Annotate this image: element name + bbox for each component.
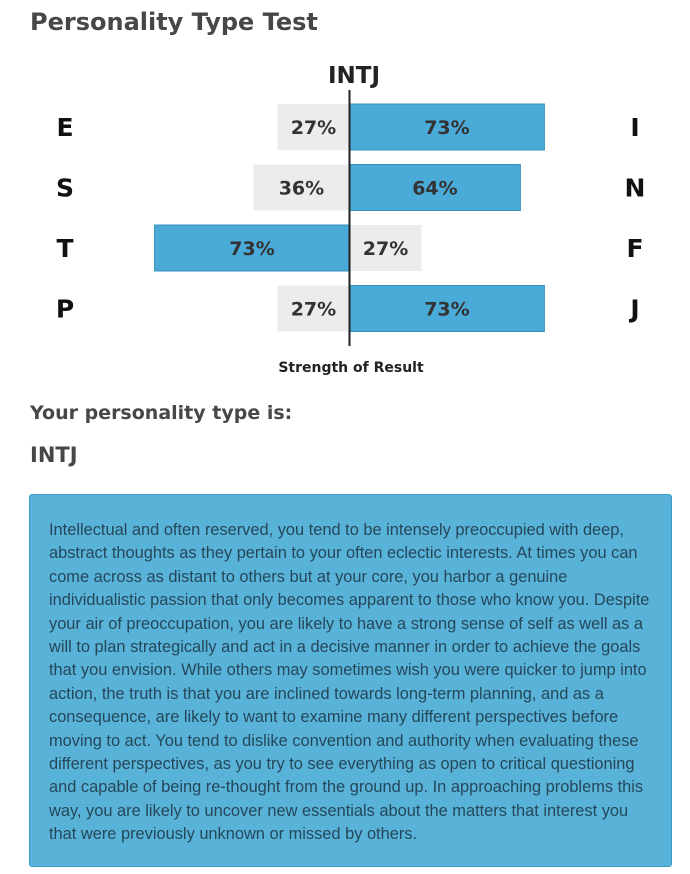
dimension-letter-i: I [630, 113, 640, 142]
personality-chart [0, 52, 690, 382]
dimension-letter-j: J [630, 294, 640, 324]
chart-x-axis-label: Strength of Result [278, 360, 424, 376]
dimension-letter-p: P [55, 294, 75, 324]
dimension-letter-n: N [624, 173, 646, 203]
data-label-s: 36% [278, 177, 325, 200]
dimension-letter-t: T [56, 234, 74, 263]
dimension-letter-s: S [55, 173, 75, 203]
result-heading: Your personality type is: [30, 402, 293, 424]
page-title: Personality Type Test [30, 8, 318, 36]
data-label-t: 73% [229, 238, 275, 260]
data-label-e: 27% [290, 117, 337, 139]
dimension-letter-f: F [626, 234, 644, 263]
data-label-p: 27% [290, 298, 337, 321]
data-label-j: 73% [424, 298, 470, 321]
data-label-i: 73% [424, 117, 470, 139]
chart-title: INTJ [327, 63, 381, 89]
description-box [29, 494, 672, 867]
description-text: Intellectual and often reserved, you tend to be intensely preoccupied with deep, abstract thoughts as they pertain to your often eclectic interests. At times you can come across as distant to others but at your core, you harbor a genuine individualistic passion that only becomes apparent to those who know you. Despite your air of preoccupation, you are likely to have a strong sense of self as well as a will to plan strategically and act in a decisive manner in order to achieve the goals that you envision. While others may sometimes wish you were quicker to jump into action, the truth is that you are inclined towards long-term planning, and as a consequence, are likely to want to examine many different perspectives before moving to act. You tend to dislike convention and authority when evaluating these different perspectives, as you try to see everything as open to critical questioning and capable of being re-thought from the ground up. In approaching problems this way, you are likely to uncover new essentials about the matters that interest you that were previously unknown or missed by others. [49, 521, 650, 844]
data-label-n: 64% [412, 177, 458, 200]
dimension-letter-e: E [56, 113, 74, 142]
result-type: INTJ [30, 443, 78, 467]
data-label-f: 27% [362, 238, 409, 260]
